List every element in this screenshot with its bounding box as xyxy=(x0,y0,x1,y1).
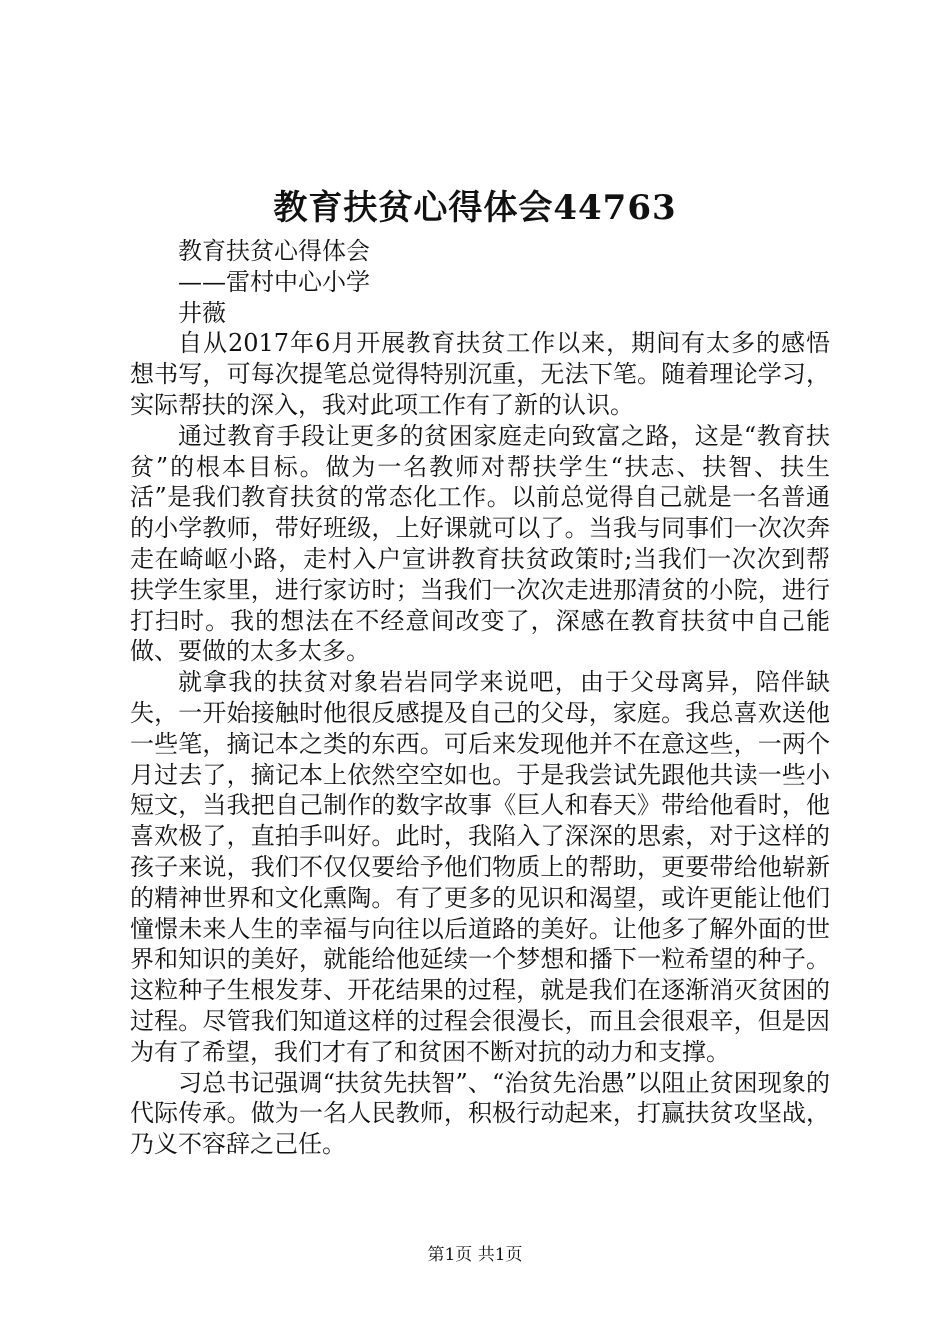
paragraph-goal: 通过教育手段让更多的贫困家庭走向致富之路，这是“教育扶贫”的根本目标。做为一名教师对帮扶学生“扶志、扶智、扶生活”是我们教育扶贫的常态化工作。以前总觉得自己就是一名普通的小学教师，带好班级，上好课就可以了。当我与同事们一次次奔走在崎岖小路，走村入户宣讲教育扶贫政策时;当我们一次次到帮扶学生家里，进行家访时；当我们一次次走进那清贫的小院，进行打扫时。我的想法在不经意间改变了，深感在教育扶贫中自己能做、要做的太多太多。 xyxy=(130,421,830,666)
heading-line-author: 井薇 xyxy=(178,298,226,327)
heading-line-title: 教育扶贫心得体会 xyxy=(178,237,370,265)
paragraph-intro: 自从2017年6月开展教育扶贫工作以来，期间有太多的感悟想书写，可每次提笔总觉得特别沉重，无法下笔。随着理论学习，实际帮扶的深入，我对此项工作有了新的认识。 xyxy=(130,329,830,419)
page-number-footer: 第1页 共1页 xyxy=(427,1245,523,1265)
document-body xyxy=(130,236,830,1160)
heading-line-school: ——雷村中心小学 xyxy=(178,267,370,296)
paragraph-conclusion: 习总书记强调“扶贫先扶智”、“治贫先治愚”以阻止贫困现象的代际传承。做为一名人民教师，积极行动起来，打赢扶贫攻坚战，乃义不容辞之己任。 xyxy=(130,1068,830,1159)
paragraph-example: 就拿我的扶贫对象岩岩同学来说吧，由于父母离异，陪伴缺失，一开始接触时他很反感提及自己的父母，家庭。我总喜欢送他一些笔，摘记本之类的东西。可后来发现他并不在意这些，一两个月过去了，摘记本上依然空空如也。于是我尝试先跟他共读一些小短文，当我把自己制作的数字故事《巨人和春天》带给他看时，他喜欢极了，直拍手叫好。此时，我陷入了深深的思索，对于这样的孩子来说，我们不仅仅要给予他们物质上的帮助，更要带给他崭新的精神世界和文化熏陶。有了更多的见识和渴望，或许更能让他们憧憬未来人生的幸福与向往以后道路的美好。让他多了解外面的世界和知识的美好，就能给他延续一个梦想和播下一粒希望的种子。这粒种子生根发芽、开花结果的过程，就是我们在逐渐消灭贫困的过程。尽管我们知道这样的过程会很漫长，而且会很艰辛，但是因为有了希望，我们才有了和贫困不断对抗的动力和支撑。 xyxy=(130,668,830,1066)
document-title: 教育扶贫心得体会44763 xyxy=(273,188,677,228)
